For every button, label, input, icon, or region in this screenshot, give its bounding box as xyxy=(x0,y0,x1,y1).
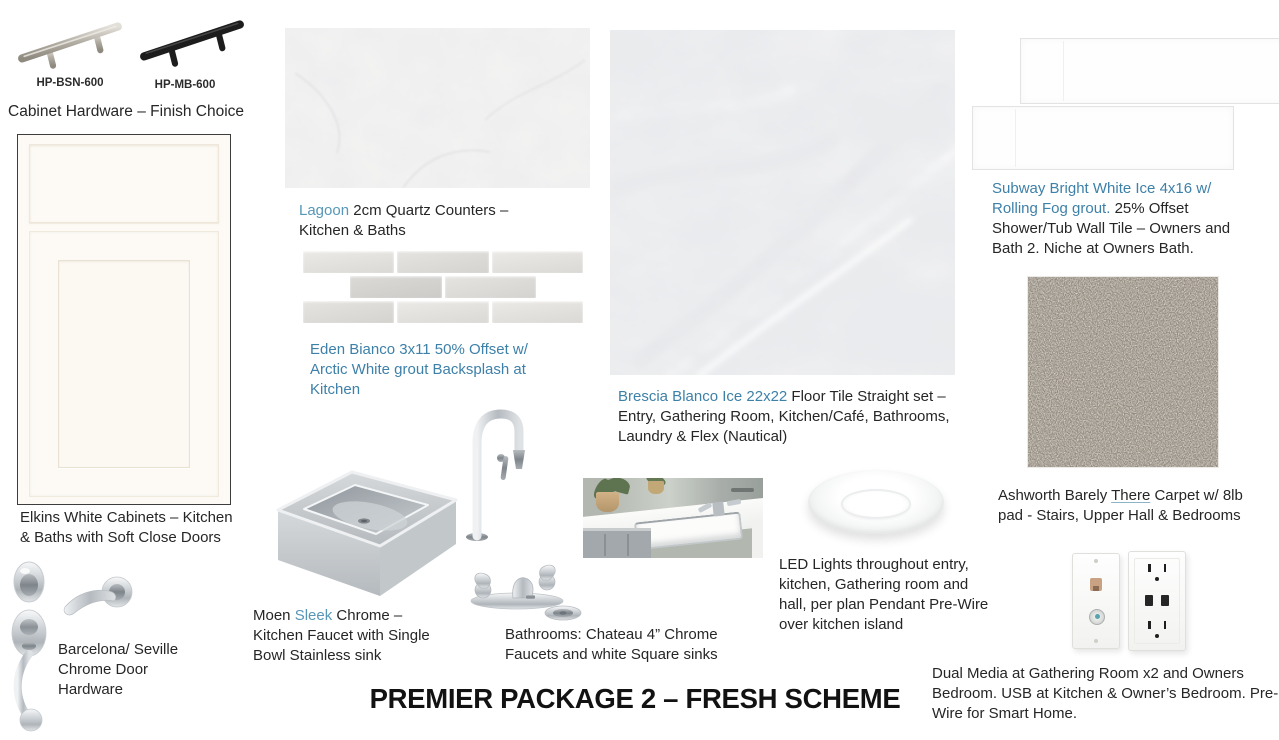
floor-tile-rest: Floor Tile Straight set – Entry, Gathering Room, Kitchen/Café, Bathrooms, Laundry & Flex (Nautical) xyxy=(618,388,950,446)
shower-tile-sample-2 xyxy=(972,106,1234,170)
vanity-faucet xyxy=(712,501,724,516)
counters-name: Lagoon xyxy=(299,202,350,219)
kitchen-faucet-image xyxy=(458,400,530,542)
cabinet-pull-nickel-image xyxy=(16,12,124,76)
usb-ports-icon xyxy=(1143,595,1171,607)
cabinet-hardware-caption: Cabinet Hardware – Finish Choice xyxy=(8,103,245,120)
cabinet-door-panel xyxy=(58,260,190,468)
bath-faucet-image xyxy=(456,546,578,612)
kitchen-faucet-caption xyxy=(253,606,443,666)
door-handleset-image xyxy=(5,608,55,736)
media-wall-plate-image xyxy=(1072,553,1120,649)
wall-plates xyxy=(1072,551,1188,651)
cabinet-pull-nickel-label: HP-BSN-600 xyxy=(36,77,104,89)
floor-tile-caption xyxy=(618,387,970,447)
vanity-plant-pot xyxy=(596,492,619,511)
carpet-sample xyxy=(1028,277,1218,467)
usb-outlet-image xyxy=(1128,551,1186,651)
backsplash-tile-sample xyxy=(303,250,583,324)
door-lever-image xyxy=(58,570,142,622)
cabinet-door-sample xyxy=(17,134,231,505)
door-hardware-caption: Barcelona/ Seville Chrome Door Hardware xyxy=(58,641,179,699)
cabinet-drawer-front xyxy=(29,144,219,223)
cabinets-caption: Elkins White Cabinets – Kitchen & Baths with Soft Close Doors xyxy=(20,509,233,547)
kitchen-faucet-name: Sleek xyxy=(294,607,333,624)
backsplash-caption: Eden Bianco 3x11 50% Offset w/ Arctic White grout Backsplash at Kitchen xyxy=(310,341,528,399)
phone-jack-icon xyxy=(1090,578,1102,591)
wall-tile-rest: 25% Offset Shower/Tub Wall Tile – Owners and Bath 2. Niche at Owners Bath. xyxy=(992,200,1231,258)
floor-tile-name: Brescia Blanco Ice 22x22 xyxy=(618,388,788,405)
vanity-photo xyxy=(583,478,763,558)
kitchen-faucet-brand: Moen xyxy=(253,607,295,624)
vanity-door-handle xyxy=(731,488,754,492)
cabinet-door-front xyxy=(29,231,219,497)
carpet-post: Carpet w/ 8lb pad - Stairs, Upper Hall & Bedrooms xyxy=(998,487,1243,525)
deadbolt-image xyxy=(10,558,48,608)
electrical-caption: Dual Media at Gathering Room x2 and Owners Bedroom. USB at Kitchen & Owner’s Bedroom. Pre-Wire for Smart Home. xyxy=(932,665,1279,723)
shower-tile-sample-1 xyxy=(1020,38,1279,104)
lighting-caption: LED Lights throughout entry, kitchen, Gathering room and hall, per plan Pendant Pre-Wire over kitchen island xyxy=(779,556,989,634)
cabinet-pull-black-label: HP-MB-600 xyxy=(154,79,216,91)
counters-caption xyxy=(299,201,539,241)
floor-tile-sample xyxy=(610,30,955,375)
kitchen-sink-image xyxy=(260,448,465,608)
coax-connector-icon xyxy=(1089,609,1105,625)
power-outlet-icon xyxy=(1144,564,1170,581)
carpet-underlined-word: There xyxy=(1111,487,1151,504)
power-outlet-icon xyxy=(1144,621,1170,638)
counters-rest: 2cm Quartz Counters – Kitchen & Baths xyxy=(299,202,509,240)
carpet-caption xyxy=(998,486,1262,526)
carpet-pre: Ashworth Barely xyxy=(998,487,1112,504)
cabinet-pull-black-image xyxy=(138,10,246,74)
drain-stopper-image xyxy=(543,604,583,622)
led-lens xyxy=(841,489,912,518)
vanity-cabinet xyxy=(583,528,651,558)
wall-tile-name: Subway Bright White Ice 4x16 w/ Rolling Fog grout. xyxy=(992,180,1212,218)
wall-tile-caption xyxy=(992,179,1240,259)
quartz-sample xyxy=(285,28,590,188)
kitchen-faucet-rest: Chrome – Kitchen Faucet with Single Bowl Stainless sink xyxy=(253,607,430,665)
led-light-image xyxy=(808,470,944,534)
board-title: PREMIER PACKAGE 2 – FRESH SCHEME xyxy=(369,683,901,714)
vanity-plant-reflection xyxy=(648,481,664,494)
bath-faucet-caption: Bathrooms: Chateau 4” Chrome Faucets and white Square sinks xyxy=(505,626,718,664)
